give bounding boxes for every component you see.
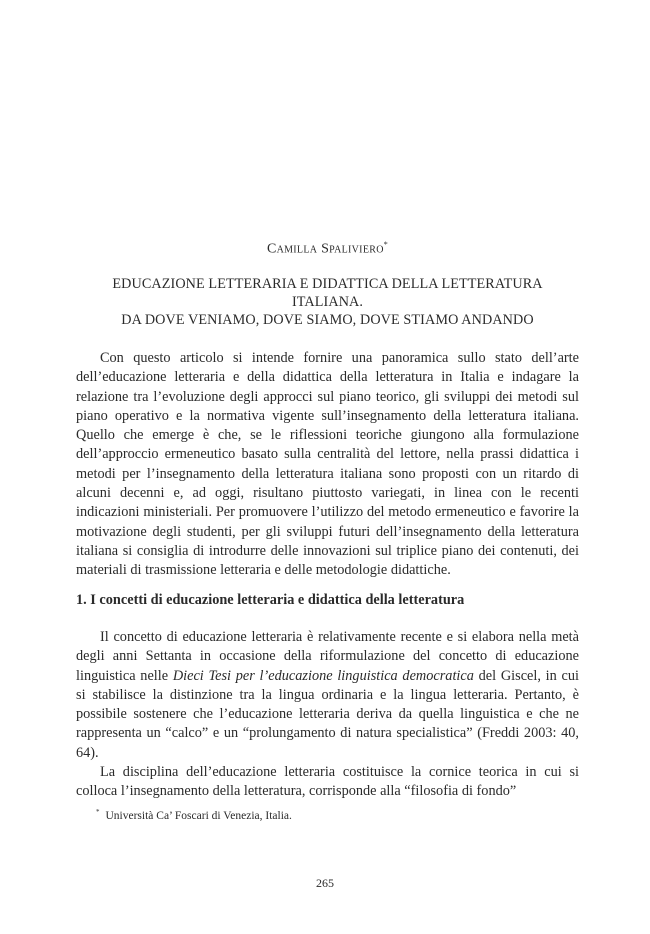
page-number: 265 (316, 876, 334, 890)
title-line-2: DA DOVE VENIAMO, DOVE SIAMO, DOVE STIAMO ANDANDO (121, 312, 534, 328)
footnote-text: Università Ca’ Foscari di Venezia, Italia. (105, 809, 292, 822)
section-heading: 1. I concetti di educazione letteraria e didattica della letteratura (76, 592, 465, 608)
footnote-mark: * (96, 808, 100, 816)
author-footnote-mark: * (383, 240, 389, 249)
body-paragraph-2: La disciplina dell’educazione letteraria costituisce la cornice teorica in cui si colloca l’insegnamento della letteratura, corrisponde alla “filosofia di fondo” (76, 764, 579, 800)
body-text (76, 628, 579, 802)
body-paragraph-1: Il concetto di educazione letteraria è relativamente recente e si elabora nella metà degli anni Settanta in occasione della riformulazione del concetto di educazione linguistica nelle Dieci Tesi per l’educazione linguistica democratica del Giscel, in cui si stabilisce la distinzione tra la lingua ordinaria e la lingua letteraria. Pertanto, è possibile sostenere che l’educazione letteraria deriva da quella linguistica e che ne rappresenta un “calco” e un “prolungamento di natura specialistica” (Freddi 2003: 40, 64). (76, 629, 579, 761)
cited-title: Dieci Tesi per l’educazione linguistica democratica (172, 667, 474, 684)
author-name: Camilla Spaliviero* (266, 240, 389, 257)
footnote (96, 808, 599, 822)
abstract (76, 349, 579, 581)
title-line-1: EDUCAZIONE LETTERARIA E DIDATTICA DELLA LETTERATURA ITALIANA. (112, 276, 543, 310)
abstract-paragraph: Con questo articolo si intende fornire una panoramica sullo stato dell’arte dell’educazione letteraria e della didattica della letteratura in Italia e indagare la relazione tra l’evoluzione degli approcci sul piano teorico, gli sviluppi dei metodi sul piano operativo e la normativa vigente sull’insegnamento della letteratura italiana. Quello che emerge è che, se le riflessioni teoriche giungono alla formulazione dell’approccio ermeneutico basato sulla centralità del lettore, nella prassi didattica i metodi per l’insegnamento della letteratura italiana sono proposti con un ritardo di alcuni decenni e, ad oggi, risultano piuttosto variegati, in linea con le recenti indicazioni ministeriali. Per promuovere l’utilizzo del metodo ermeneutico e favorire la motivazione degli studenti, per gli sviluppi futuri dell’insegnamento della letteratura italiana si consiglia di introdurre delle innovazioni sul triplice piano dei contenuti, dei materiali di trasmissione letteraria e delle metodologie didattiche. (76, 350, 579, 579)
paper-title (76, 275, 579, 329)
